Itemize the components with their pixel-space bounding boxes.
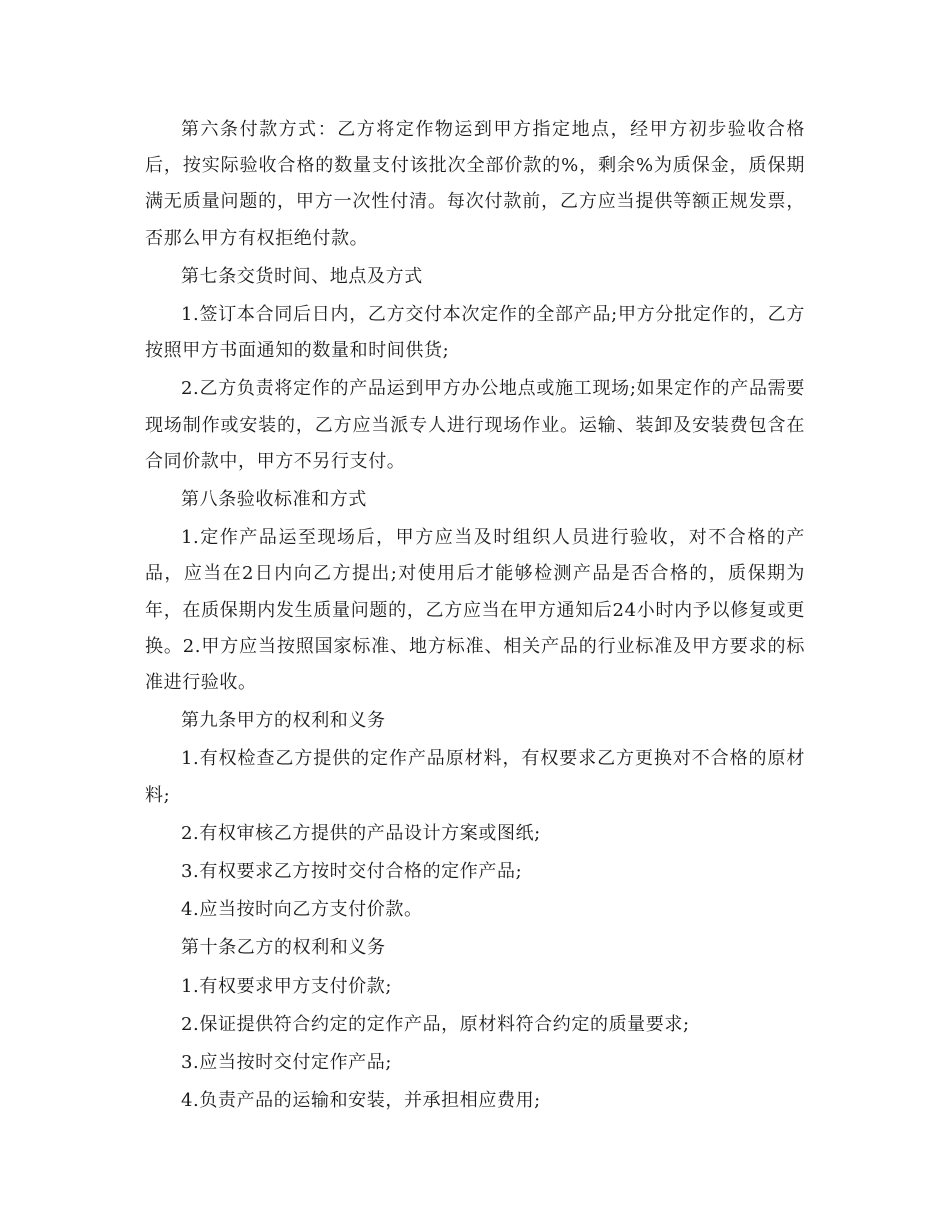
article-7-item-2: 2.乙方负责将定作的产品运到甲方办公地点或施工现场;如果定作的产品需要现场制作或安装的，乙方应当派专人进行现场作业。运输、装卸及安装费包含在合同价款中，甲方不另行支付。 bbox=[145, 378, 805, 472]
article-8-items: 1.定作产品运至现场后，甲方应当及时组织人员进行验收，对不合格的产品，应当在2日内向乙方提出;对使用后才能够检测产品是否合格的，质保期为年，在质保期内发生质量问题的，乙方应当在甲方通知后24小时内予以修复或更换。2.甲方应当按照国家标准、地方标准、相关产品的行业标准及甲方要求的标准进行验收。 bbox=[145, 527, 805, 694]
article-10-item-1: 1.有权要求甲方支付价款; bbox=[181, 975, 393, 997]
article-10-item-4: 4.负责产品的运输和安装，并承担相应费用; bbox=[181, 1090, 541, 1112]
article-10-heading: 第十条乙方的权利和义务 bbox=[181, 937, 386, 959]
article-9-heading: 第九条甲方的权利和义务 bbox=[181, 710, 386, 732]
article-9-item-2: 2.有权审核乙方提供的产品设计方案或图纸; bbox=[181, 822, 541, 844]
article-8-heading: 第八条验收标准和方式 bbox=[181, 489, 367, 511]
article-10-item-2: 2.保证提供符合约定的定作产品，原材料符合约定的质量要求; bbox=[181, 1013, 690, 1035]
article-9-item-1: 1.有权检查乙方提供的定作产品原材料，有权要求乙方更换对不合格的原材料; bbox=[145, 748, 805, 806]
article-9-item-4: 4.应当按时向乙方支付价款。 bbox=[181, 899, 423, 921]
article-10-item-3: 3.应当按时交付定作产品; bbox=[181, 1052, 393, 1074]
article-9-item-3: 3.有权要求乙方按时交付合格的定作产品; bbox=[181, 861, 523, 883]
document-page bbox=[145, 112, 805, 1121]
article-6-payment: 第六条付款方式：乙方将定作物运到甲方指定地点，经甲方初步验收合格后，按实际验收合格的数量支付该批次全部价款的%，剩余%为质保金，质保期满无质量问题的，甲方一次性付清。每次付款前，乙方应当提供等额正规发票，否那么甲方有权拒绝付款。 bbox=[145, 119, 805, 249]
article-7-item-1: 1.签订本合同后日内，乙方交付本次定作的全部产品;甲方分批定作的，乙方按照甲方书面通知的数量和时间供货; bbox=[145, 304, 805, 362]
article-7-heading: 第七条交货时间、地点及方式 bbox=[181, 265, 423, 287]
